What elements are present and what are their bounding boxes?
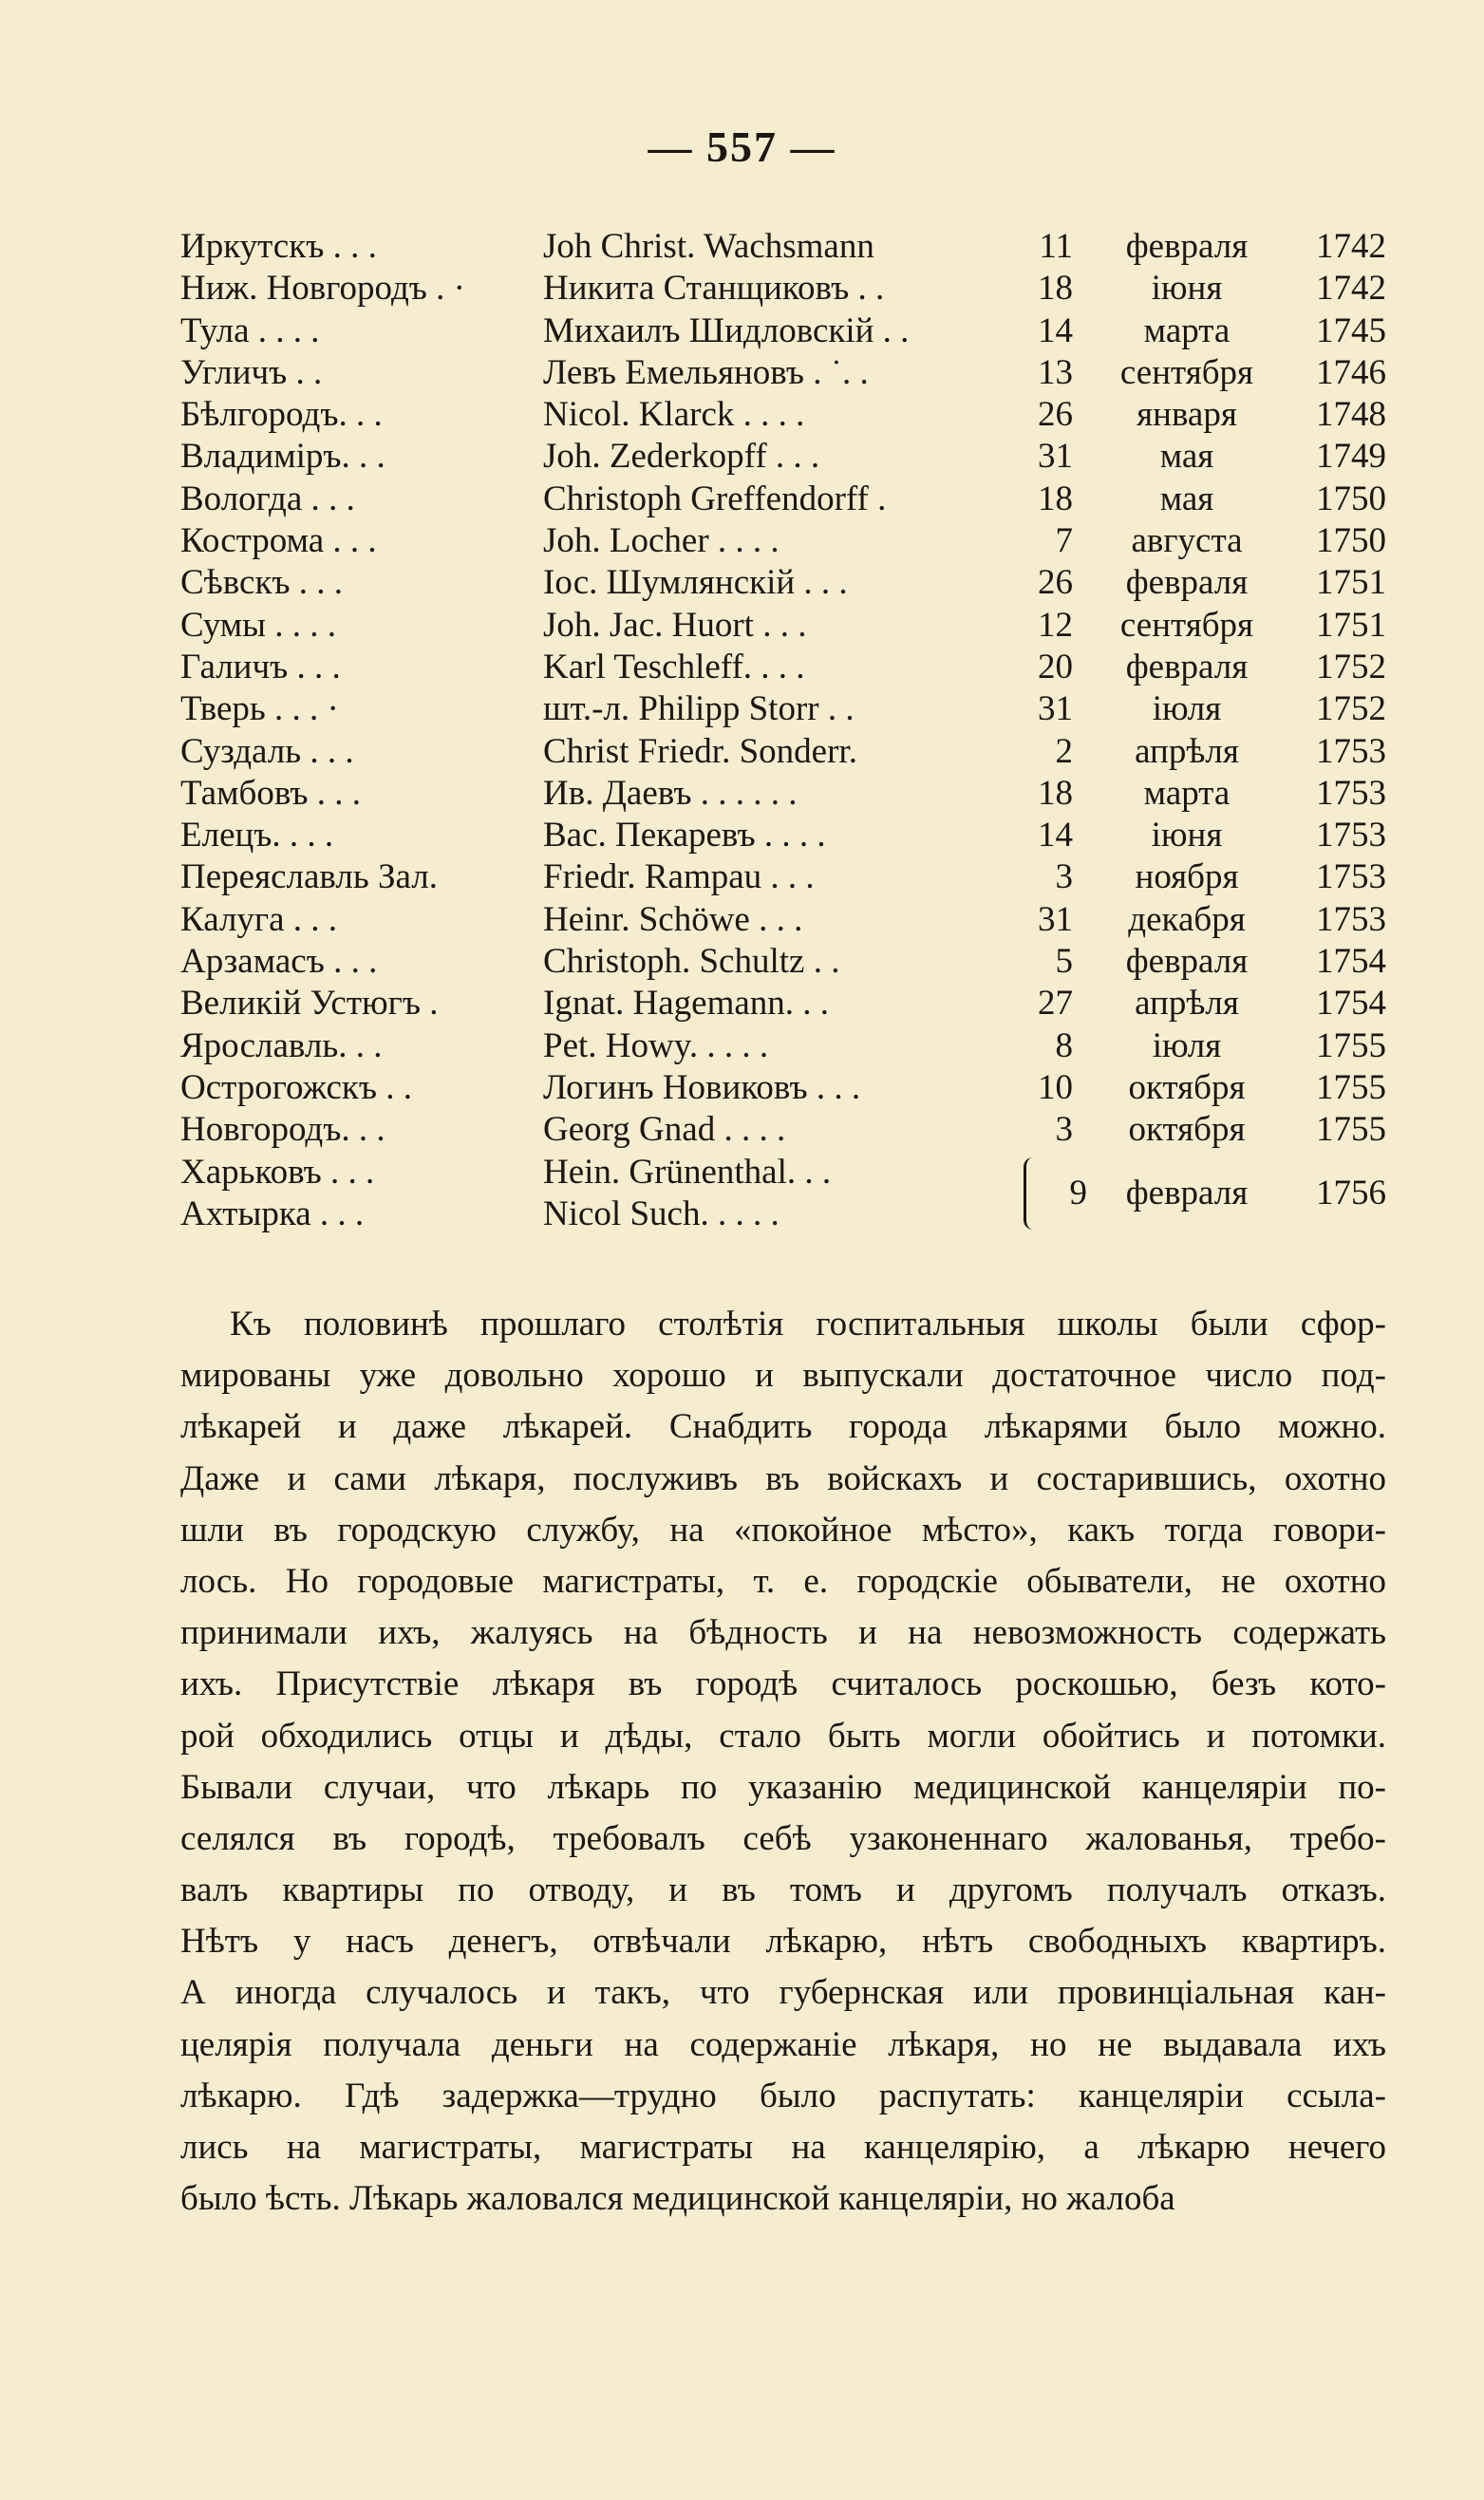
day-cell: 3 [1055, 857, 1073, 897]
day-cell: 2 [1055, 731, 1073, 771]
physician-name-cell: Nicol. Klarck . . . . [543, 395, 805, 435]
table-row [180, 773, 1386, 815]
month-cell: декабря [1128, 899, 1246, 939]
month-cell: февраля [1125, 647, 1249, 686]
month-cell: января [1136, 395, 1237, 435]
physician-name-cell: Joh. Jac. Huort . . . [543, 605, 807, 645]
table-row [180, 394, 1386, 436]
city-cell: Галичъ . . . [180, 647, 341, 686]
physician-name-cell: Heinr. Schöwe . . . [543, 899, 803, 939]
table-row [180, 352, 1386, 394]
month-cell: мая [1159, 479, 1214, 518]
city-cell: Тамбовъ . . . [180, 773, 362, 813]
text-line: ихъ. Присутствіе лѣкаря въ городѣ считалось роскошью, безъ кото- [180, 1664, 1386, 1704]
text-line: Даже и сами лѣкаря, послуживъ въ войскахъ и состарившись, охотно [180, 1458, 1386, 1498]
year-cell: 1750 [1316, 521, 1386, 561]
month-cell: сентября [1119, 352, 1254, 392]
month-cell: февраля [1125, 942, 1249, 982]
city-cell: Владиміръ. . . [180, 437, 385, 477]
physician-name-cell: Никита Станщиковъ . . [543, 269, 885, 309]
month-cell: іюня [1151, 816, 1223, 855]
month-cell: ноября [1135, 857, 1239, 897]
day-cell: 18 [1038, 269, 1073, 309]
appointments-table [180, 226, 1386, 1235]
physician-name-cell: Christoph Greffendorff . [543, 479, 887, 518]
day-cell: 18 [1038, 479, 1073, 518]
table-row [180, 856, 1386, 898]
physician-name-cell: Логинъ Новиковъ . . . [543, 1067, 861, 1107]
year-cell: 1753 [1316, 731, 1386, 771]
day-cell: 13 [1038, 352, 1073, 392]
year-cell: 1755 [1316, 1067, 1386, 1107]
city-cell: Сѣвскъ . . . [180, 563, 344, 603]
city-cell: Бѣлгородъ. . . [180, 395, 383, 435]
text-line: лись на магистраты, магистраты на канцелярію, а лѣкарю нечего [180, 2128, 1386, 2167]
physician-name-cell: Karl Teschleff. . . . [543, 647, 805, 686]
table-row [180, 899, 1386, 941]
city-cell: Острогожскъ . . [180, 1067, 413, 1107]
table-row [180, 268, 1386, 310]
text-line: Нѣтъ у насъ денегъ, отвѣчали лѣкарю, нѣтъ свободныхъ квартиръ. [180, 1922, 1386, 1962]
year-cell: 1753 [1316, 857, 1386, 897]
month-cell: іюля [1152, 1025, 1222, 1065]
day-cell: 8 [1055, 1025, 1073, 1065]
city-cell: Харьковъ . . . Ахтырка . . . [180, 1152, 375, 1233]
year-cell: 1745 [1316, 310, 1386, 350]
text-line: целярія получала деньги на содержаніе лѣкаря, но не выдавала ихъ [180, 2024, 1386, 2064]
month-cell: февраля [1125, 1173, 1249, 1212]
day-cell: 20 [1038, 647, 1073, 686]
month-cell: іюня [1151, 269, 1223, 309]
year-cell: 1752 [1316, 647, 1386, 686]
year-cell: 1754 [1316, 984, 1386, 1024]
month-cell: апрѣля [1135, 984, 1239, 1024]
physician-name-cell: Вас. Пекаревъ . . . . [543, 816, 826, 855]
month-cell: апрѣля [1135, 731, 1239, 771]
year-cell: 1753 [1316, 899, 1386, 939]
city-cell: Великій Устюгъ . [180, 984, 439, 1024]
day-cell: 27 [1038, 984, 1073, 1024]
physician-name-cell: Pet. Howy. . . . . [543, 1025, 769, 1065]
body-paragraph [180, 1299, 1386, 2225]
text-line: принимали ихъ, жалуясь на бѣдность и на невозможность содержать [180, 1613, 1386, 1653]
text-line: селялся въ городѣ, требовалъ себѣ узаконеннаго жалованья, требо- [180, 1818, 1386, 1858]
physician-name-cell: Іос. Шумлянскій . . . [543, 563, 848, 603]
text-line: шли въ городскую службу, на «покойное мѣсто», какъ тогда говори- [180, 1510, 1386, 1550]
day-cell: 31 [1038, 689, 1073, 729]
city-cell: Суздаль . . . [180, 731, 354, 771]
month-cell: августа [1131, 521, 1243, 561]
city-cell: Арзамасъ . . . [180, 942, 378, 982]
day-cell: 26 [1038, 395, 1073, 435]
year-cell: 1755 [1316, 1110, 1386, 1150]
year-cell: 1750 [1316, 479, 1386, 518]
month-cell: марта [1143, 773, 1230, 813]
month-cell: октября [1128, 1067, 1246, 1107]
physician-name-cell: Christ Friedr. Sonderr. [543, 731, 857, 771]
year-cell: 1756 [1316, 1173, 1386, 1212]
city-cell: Ниж. Новгородъ . · [180, 269, 465, 309]
year-cell: 1753 [1316, 773, 1386, 813]
city-cell: Елецъ. . . . [180, 816, 334, 855]
physician-name-cell: Ignat. Hagemann. . . [543, 984, 830, 1024]
month-cell: марта [1143, 310, 1230, 350]
day-cell: 9 [1069, 1173, 1087, 1212]
table-row [180, 1067, 1386, 1109]
physician-name-cell: Georg Gnad . . . . [543, 1110, 786, 1150]
table-row [180, 436, 1386, 478]
city-cell: Вологда . . . [180, 479, 355, 518]
table-row [180, 310, 1386, 352]
day-cell: 12 [1038, 605, 1073, 645]
table-row-merged [180, 1152, 1386, 1235]
table-row [180, 647, 1386, 688]
year-cell: 1755 [1316, 1025, 1386, 1065]
text-line: А иногда случалось и такъ, что губернская или провинціальная кан- [180, 1973, 1386, 2013]
physician-name-cell: шт.-л. Philipp Storr . . [543, 689, 855, 729]
physician-name-cell: Joh Christ. Wachsmann [543, 227, 874, 266]
city-cell: Новгородъ. . . [180, 1110, 385, 1150]
day-cell: 31 [1038, 899, 1073, 939]
city-cell: Иркутскъ . . . [180, 227, 377, 266]
page-number: — 557 — [648, 122, 836, 171]
year-cell: 1748 [1316, 395, 1386, 435]
city-cell: Ярославль. . . [180, 1025, 383, 1065]
physician-name-cell: Joh. Locher . . . . [543, 521, 780, 561]
city-cell: Переяславль Зал. [180, 857, 438, 897]
year-cell: 1746 [1316, 352, 1386, 392]
city-cell: Кострома . . . [180, 521, 377, 561]
city-cell: Тула . . . . [180, 310, 320, 350]
text-line: лѣкарю. Гдѣ задержка—трудно было распутать: канцеляріи ссыла- [180, 2076, 1386, 2115]
month-cell: мая [1159, 437, 1214, 477]
table-row [180, 688, 1386, 730]
table-row [180, 731, 1386, 773]
day-cell: 10 [1038, 1067, 1073, 1107]
physician-name-cell: Joh. Zederkopff . . . [543, 437, 820, 477]
city-cell: Угличъ . . [180, 352, 323, 392]
year-cell: 1752 [1316, 689, 1386, 729]
city-cell: Тверь . . . · [180, 689, 339, 729]
day-cell: 18 [1038, 773, 1073, 813]
table-row [180, 983, 1386, 1024]
table-row [180, 520, 1386, 562]
physician-name-cell: Hein. Grünenthal. . . Nicol Such. . . . . [543, 1152, 832, 1233]
table-row [180, 226, 1386, 268]
month-cell: октября [1128, 1110, 1246, 1150]
month-cell: февраля [1125, 563, 1249, 603]
year-cell: 1742 [1316, 269, 1386, 309]
city-cell: Сумы . . . . [180, 605, 337, 645]
year-cell: 1749 [1316, 437, 1386, 477]
day-cell: 14 [1038, 816, 1073, 855]
table-row [180, 815, 1386, 856]
physician-name-cell: Christoph. Schultz . . [543, 942, 840, 982]
table-row [180, 1025, 1386, 1067]
physician-name-cell: Михаилъ Шидловскій . . [543, 310, 910, 350]
day-cell: 31 [1038, 437, 1073, 477]
text-line: рой обходились отцы и дѣды, стало быть могли обойтись и потомки. [180, 1716, 1386, 1756]
text-line: было ѣсть. Лѣкарь жаловался медицинской канцеляріи, но жалоба [180, 2179, 1175, 2219]
year-cell: 1742 [1316, 227, 1386, 266]
text-line: мированы уже довольно хорошо и выпускали достаточное число под- [180, 1356, 1386, 1396]
month-cell: іюля [1152, 689, 1222, 729]
year-cell: 1751 [1316, 605, 1386, 645]
table-row [180, 605, 1386, 647]
text-line: Бывали случаи, что лѣкарь по указанію медицинской канцеляріи по- [180, 1767, 1386, 1807]
year-cell: 1754 [1316, 942, 1386, 982]
physician-name-cell: Ив. Даевъ . . . . . . [543, 773, 798, 813]
year-cell: 1751 [1316, 563, 1386, 603]
month-cell: сентября [1119, 605, 1254, 645]
physician-name-cell: Friedr. Rampau . . . [543, 857, 815, 897]
physician-name-cell: Левъ Емельяновъ . ˙. . [543, 352, 869, 392]
day-cell: 14 [1038, 310, 1073, 350]
year-cell: 1753 [1316, 816, 1386, 855]
day-cell: 7 [1055, 521, 1073, 561]
day-cell: 3 [1055, 1110, 1073, 1150]
day-cell: 5 [1055, 942, 1073, 982]
table-row [180, 479, 1386, 520]
day-cell: 26 [1038, 563, 1073, 603]
table-row [180, 941, 1386, 983]
table-row [180, 562, 1386, 604]
month-cell: февраля [1125, 227, 1249, 266]
text-line: лось. Но городовые магистраты, т. е. городскіе обыватели, не охотно [180, 1561, 1386, 1601]
day-cell: 11 [1039, 227, 1073, 266]
city-cell: Калуга . . . [180, 899, 338, 939]
text-line: валъ квартиры по отводу, и въ томъ и другомъ получалъ отказъ. [180, 1870, 1386, 1910]
text-line: Къ половинѣ прошлаго столѣтія госпитальныя школы были сфор- [230, 1305, 1386, 1344]
table-row [180, 1109, 1386, 1151]
text-line: лѣкарей и даже лѣкарей. Снабдить города лѣкарями было можно. [180, 1407, 1386, 1447]
